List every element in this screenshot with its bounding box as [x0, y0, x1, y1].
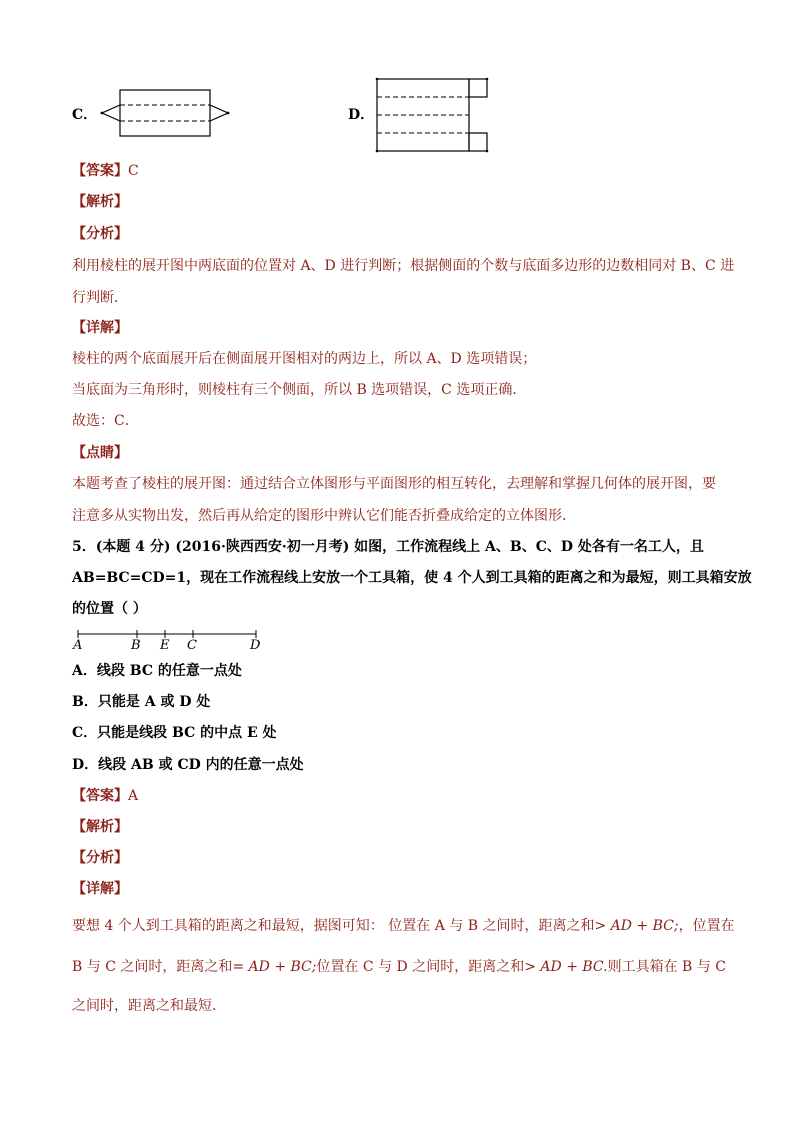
q5-option-a: A．线段 BC 的任意一点处 — [72, 663, 242, 679]
answer-tag: 【答案】 — [72, 788, 128, 804]
detail-text-line-2: 当底面为三角形时，则棱柱有三个侧面，所以 B 选项错误，C 选项正确． — [72, 382, 527, 398]
point-e-label: E — [160, 638, 170, 653]
solution-math: > AD + BC. — [524, 959, 608, 975]
answer-value: C — [128, 163, 139, 179]
point-c-label: C — [187, 638, 197, 653]
solution-math: = AD + BC; — [232, 959, 317, 975]
detail-tag: 【详解】 — [72, 320, 128, 336]
point-b-label: B — [131, 638, 141, 653]
analysis-tag: 【解析】 — [72, 194, 128, 210]
fenxi-text-line-1: 利用棱柱的展开图中两底面的位置对 A、D 进行判断；根据侧面的个数与底面多边形的边数相同对 B、C 进 — [72, 258, 735, 274]
option-c-label: C． — [72, 107, 98, 123]
solution-text: ，位置在 — [678, 918, 735, 934]
comment-tag: 【点睛】 — [72, 445, 128, 461]
q5-option-c: C．只能是线段 BC 的中点 E 处 — [72, 725, 277, 741]
q5-stem-line-3: 的位置（ ） — [72, 601, 147, 617]
solution-line-2 — [72, 957, 726, 977]
fenxi-text-line-2: 行判断． — [72, 290, 128, 306]
point-d-label: D — [250, 638, 261, 653]
answer-value: A — [128, 788, 139, 804]
option-c-net-figure — [96, 88, 236, 140]
q5-stem-line-1: 5．(本题 4 分) (2016·陕西西安·初一月考) 如图，工作流程线上 A、B、C、D 处各有一名工人，且 — [72, 539, 704, 555]
q5-option-d: D．线段 AB 或 CD 内的任意一点处 — [72, 757, 304, 773]
q5-option-b: B．只能是 A 或 D 处 — [72, 694, 211, 710]
comment-text-line-2: 注意多从实物出发，然后再从给定的图形中辨认它们能否折叠成给定的立体图形． — [72, 508, 576, 524]
detail-tag: 【详解】 — [72, 881, 128, 897]
q5-stem-line-2: AB=BC=CD=1，现在工作流程线上安放一个工具箱，使 4 个人到工具箱的距离之和为最短，则工具箱安放 — [72, 570, 752, 586]
fenxi-tag: 【分析】 — [72, 850, 128, 866]
solution-text: B 与 C 之间时，距离之和 — [72, 959, 233, 975]
q4-answer-line — [72, 161, 139, 181]
solution-line-3: 之间时，距离之和最短． — [72, 998, 226, 1014]
detail-text-line-3: 故选：C． — [72, 413, 139, 429]
option-d-net-figure — [370, 76, 494, 154]
analysis-tag: 【解析】 — [72, 819, 128, 835]
solution-math: > AD + BC; — [594, 918, 679, 934]
answer-tag: 【答案】 — [72, 163, 128, 179]
q5-answer-line — [72, 786, 138, 806]
solution-text: 位置在 C 与 D 之间时，距离之和 — [316, 959, 525, 975]
point-a-label: A — [73, 638, 83, 653]
comment-text-line-1: 本题考查了棱柱的展开图：通过结合立体图形与平面图形的相互转化，去理解和掌握几何体的展开图，要 — [72, 476, 716, 492]
detail-text-line-1: 棱柱的两个底面展开后在侧面展开图相对的两边上，所以 A、D 选项错误； — [72, 351, 537, 367]
fenxi-tag: 【分析】 — [72, 226, 128, 242]
solution-text: 要想 4 个人到工具箱的距离之和最短，据图可知： 位置在 A 与 B 之间时，距离之和 — [72, 918, 595, 934]
solution-text: 则工具箱在 B 与 C — [607, 959, 726, 975]
solution-line-1 — [72, 916, 735, 936]
q5-segment-figure — [70, 626, 270, 654]
option-d-label: D． — [348, 107, 375, 123]
